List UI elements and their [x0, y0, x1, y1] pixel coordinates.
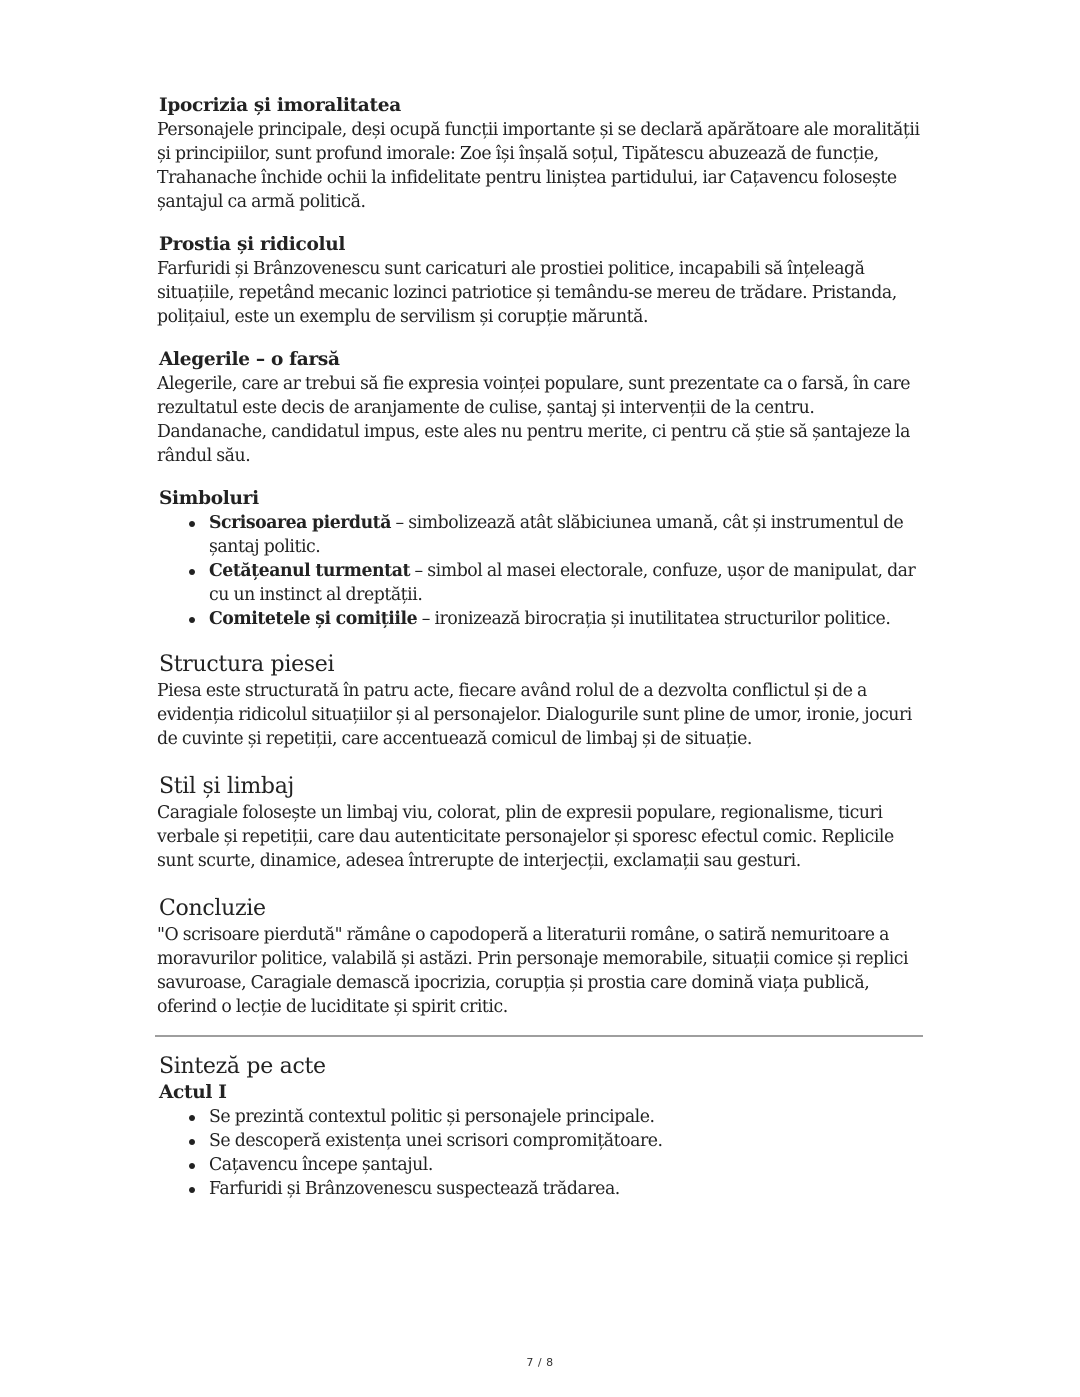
list-item-term: Comitetele și comițiile [209, 609, 418, 629]
heading-alegerile: Alegerile – o farsă [159, 349, 340, 370]
list-item [209, 559, 923, 607]
list-item: Cațavencu începe șantajul. [209, 1153, 923, 1177]
list-item [209, 511, 923, 559]
list-item-term: Cetățeanul turmentat [209, 561, 410, 581]
list-item-text: – simbolizează atât slăbiciunea umană, cât și instrumentul de șantaj politic. [209, 513, 904, 557]
paragraph-prostia: Farfuridi și Brânzovenescu sunt caricaturi ale prostiei politice, incapabili să înțeleagă situațiile, repetând mecanic lozinci patriotice și temându-se mereu de trădare. Pristanda, polițaiul, este un exemplu de servilism și corupție măruntă. [157, 259, 897, 327]
simboluri-list [157, 511, 923, 631]
heading-ipocrizia: Ipocrizia și imoralitatea [159, 95, 401, 116]
paragraph-stil: Caragiale folosește un limbaj viu, colorat, plin de expresii populare, regionalisme, ticuri verbale și repetiții, care dau autenticitate personajelor și sporesc efectul comic. Replicile sunt scurte, dinamice, adesea întrerupte de interjecții, exclamații sau gesturi. [157, 803, 894, 871]
actul-1-list [157, 1105, 923, 1201]
heading-concluzie: Concluzie [159, 896, 266, 921]
list-item: Se descoperă existența unei scrisori compromițătoare. [209, 1129, 923, 1153]
heading-structura: Structura piesei [159, 652, 335, 677]
document-page [157, 94, 923, 1201]
paragraph-ipocrizia: Personajele principale, deși ocupă funcții importante și se declară apărătoare ale moralității și principiilor, sunt profund imorale: Zoe își înșală soțul, Tipătescu abuzează de funcție, Trahanache închide ochii la infidelitate pentru liniștea partidului, iar Cațavencu folosește șantajul ca armă politică. [157, 120, 920, 212]
paragraph-structura: Piesa este structurată în patru acte, fiecare având rolul de a dezvolta conflictul și de a evidenția ridicolul situațiilor și al personajelor. Dialogurile sunt pline de umor, ironie, jocuri de cuvinte și repetiții, care accentuează comicul de limbaj și de situație. [157, 681, 912, 749]
list-item-term: Scrisoarea pierdută [209, 513, 391, 533]
heading-actul-1: Actul I [159, 1082, 227, 1103]
list-item: Se prezintă contextul politic și personajele principale. [209, 1105, 923, 1129]
list-item-text: – ironizează birocrația și inutilitatea structurilor politice. [417, 609, 891, 629]
paragraph-concluzie: "O scrisoare pierdută" rămâne o capodoperă a literaturii române, o satiră nemuritoare a moravurilor politice, valabilă și astăzi. Prin personaje memorabile, situații comice și replici savuroase, Caragiale demască ipocrizia, corupția și prostia care domină viața publică, oferind o lecție de luciditate și spirit critic. [157, 925, 909, 1017]
heading-prostia: Prostia și ridicolul [159, 234, 346, 255]
heading-sinteza: Sinteză pe acte [159, 1054, 326, 1079]
list-item-text: – simbol al masei electorale, confuze, ușor de manipulat, dar cu un instinct al dreptății. [209, 561, 916, 605]
heading-simboluri: Simboluri [159, 488, 259, 509]
heading-stil: Stil și limbaj [159, 774, 295, 799]
list-item [209, 607, 923, 631]
page-indicator: 7 / 8 [526, 1356, 554, 1369]
paragraph-alegerile: Alegerile, care ar trebui să fie expresia voinței populare, sunt prezentate ca o farsă, în care rezultatul este decis de aranjamente de culise, șantaj și intervenții de la centru. Dandanache, candidatul impus, este ales nu pentru merite, ci pentru că știe să șantajeze la rândul său. [157, 374, 911, 466]
list-item: Farfuridi și Brânzovenescu suspectează trădarea. [209, 1177, 923, 1201]
